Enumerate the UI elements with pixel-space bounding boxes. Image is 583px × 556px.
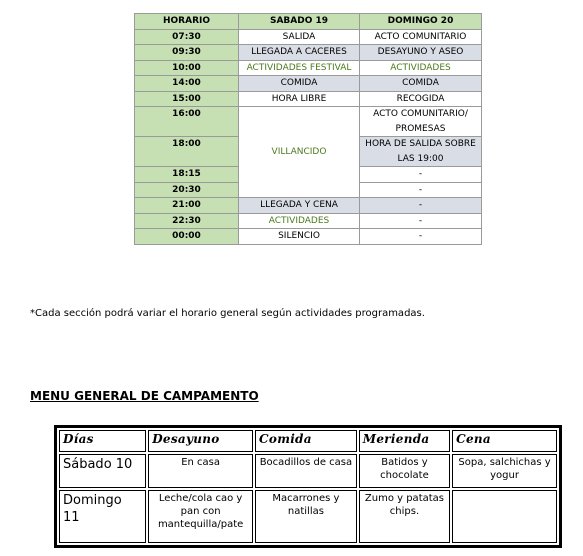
schedule-row [135,29,482,45]
day-cell: Domingo 11 [59,490,146,543]
sabado-cell: LLEGADA A CACERES [239,45,360,61]
comida-cell: Bocadillos de casa [255,454,357,488]
schedule-row [135,213,482,229]
menu-row [59,490,557,543]
menu-row [59,454,557,488]
sabado-cell: ACTIVIDADES [239,213,360,229]
sabado-cell: ACTIVIDADES FESTIVAL [239,60,360,76]
schedule-row [135,107,482,137]
cena-cell [452,490,557,543]
menu-title: MENU GENERAL DE CAMPAMENTO [30,389,259,403]
merienda-cell: Batidos y chocolate [359,454,450,488]
time-cell: 07:30 [135,29,239,45]
domingo-cell: HORA DE SALIDA SOBRE LAS 19:00 [360,137,482,167]
time-cell: 09:30 [135,45,239,61]
domingo-cell: COMIDA [360,76,482,92]
schedule-row [135,45,482,61]
domingo-cell: - [360,229,482,245]
cena-cell: Sopa, salchichas y yogur [452,454,557,488]
desayuno-cell: En casa [148,454,253,488]
domingo-cell: - [360,182,482,198]
header-merienda: Merienda [359,430,450,452]
merienda-cell: Zumo y patatas chips. [359,490,450,543]
time-cell: 22:30 [135,213,239,229]
time-cell: 00:00 [135,229,239,245]
schedule-row [135,198,482,214]
menu-header-row [59,430,557,452]
header-desayuno: Desayuno [148,430,253,452]
sabado-cell: HORA LIBRE [239,91,360,107]
schedule-row [135,229,482,245]
sabado-cell: SALIDA [239,29,360,45]
domingo-cell: - [360,167,482,183]
desayuno-cell: Leche/cola cao y pan con mantequilla/pate [148,490,253,543]
domingo-cell: DESAYUNO Y ASEO [360,45,482,61]
domingo-cell: - [360,198,482,214]
time-cell: 18:15 [135,167,239,183]
time-cell: 21:00 [135,198,239,214]
header-sabado: SABADO 19 [239,14,360,30]
domingo-cell: - [360,213,482,229]
schedule-row [135,91,482,107]
time-cell: 18:00 [135,137,239,167]
sabado-cell-villancido: VILLANCIDO [239,107,360,198]
comida-cell: Macarrones y natillas [255,490,357,543]
time-cell: 16:00 [135,107,239,137]
sabado-cell: LLEGADA Y CENA [239,198,360,214]
sabado-cell: SILENCIO [239,229,360,245]
time-cell: 20:30 [135,182,239,198]
schedule-note: *Cada sección podrá variar el horario general según actividades programadas. [30,308,425,319]
domingo-cell: ACTO COMUNITARIO/ PROMESAS [360,107,482,137]
header-comida: Comida [255,430,357,452]
domingo-cell: RECOGIDA [360,91,482,107]
day-cell: Sábado 10 [59,454,146,488]
time-cell: 14:00 [135,76,239,92]
header-cena: Cena [452,430,557,452]
header-dias: Días [59,430,146,452]
schedule-header-row [135,14,482,30]
menu-table [54,425,562,548]
domingo-cell: ACTO COMUNITARIO [360,29,482,45]
header-horario: HORARIO [135,14,239,30]
domingo-cell: ACTIVIDADES [360,60,482,76]
time-cell: 10:00 [135,60,239,76]
schedule-table [134,13,482,245]
schedule-row [135,60,482,76]
header-domingo: DOMINGO 20 [360,14,482,30]
time-cell: 15:00 [135,91,239,107]
schedule-row [135,76,482,92]
sabado-cell: COMIDA [239,76,360,92]
